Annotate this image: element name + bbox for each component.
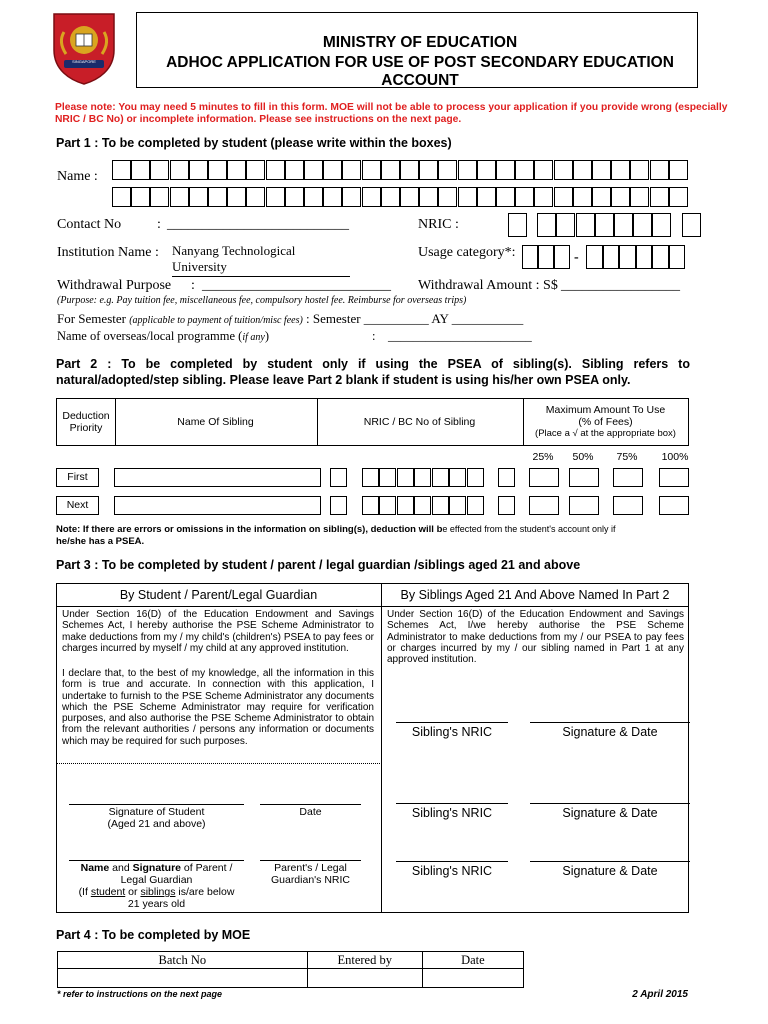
sibling-nric-char-box[interactable] bbox=[362, 468, 379, 487]
sibling-nric-char-box[interactable] bbox=[498, 496, 515, 515]
col-name-of-sibling: Name Of Sibling bbox=[177, 416, 254, 428]
name-char-box[interactable] bbox=[285, 187, 304, 207]
moe-entered-cell[interactable] bbox=[307, 969, 422, 988]
name-char-box[interactable] bbox=[400, 160, 419, 180]
parent-label-if: (If bbox=[78, 886, 91, 898]
name-char-box[interactable] bbox=[554, 187, 573, 207]
name-char-box[interactable] bbox=[534, 160, 553, 180]
page-title-form: ADHOC APPLICATION FOR USE OF POST SECONDARY EDUCATION ACCOUNT bbox=[166, 54, 674, 89]
name-char-box[interactable] bbox=[592, 160, 611, 180]
sibling-nric-char-box[interactable] bbox=[432, 496, 449, 515]
nric-char-box[interactable] bbox=[595, 213, 614, 237]
name-char-box[interactable] bbox=[227, 160, 246, 180]
usage-char-box[interactable] bbox=[538, 245, 554, 269]
name-char-box[interactable] bbox=[285, 160, 304, 180]
sibling-nric-char-box[interactable] bbox=[397, 496, 414, 515]
name-label: Name : bbox=[57, 169, 98, 184]
col-deduction-priority: Deduction Priority bbox=[62, 410, 110, 434]
sibling-nric-char-box[interactable] bbox=[467, 468, 484, 487]
name-char-box[interactable] bbox=[669, 187, 688, 207]
sibling-nric-char-box[interactable] bbox=[397, 468, 414, 487]
right-header: By Siblings Aged 21 And Above Named In Part 2 bbox=[400, 588, 670, 602]
sibling2-nric-label: Sibling's NRIC bbox=[411, 806, 493, 820]
name-char-box[interactable] bbox=[323, 160, 342, 180]
semester-field[interactable]: : Semester __________ AY ___________ bbox=[306, 311, 524, 326]
withdrawal-amount-label: Withdrawal Amount : S$ bbox=[418, 278, 558, 293]
usage-char-box[interactable] bbox=[636, 245, 653, 269]
usage-char-box[interactable] bbox=[554, 245, 570, 269]
sibling1-nric-line[interactable] bbox=[396, 722, 508, 723]
col-nric-of-sibling: NRIC / BC No of Sibling bbox=[363, 416, 476, 428]
sibling1-nric-label: Sibling's NRIC bbox=[411, 725, 493, 739]
pct-checkbox[interactable] bbox=[659, 496, 689, 515]
moe-batch-cell[interactable] bbox=[58, 969, 308, 988]
usage-char-box[interactable] bbox=[586, 245, 603, 269]
sibling-nric-char-box[interactable] bbox=[330, 468, 347, 487]
sibling-nric-char-box[interactable] bbox=[467, 496, 484, 515]
name-char-box[interactable] bbox=[419, 187, 438, 207]
name-char-box[interactable] bbox=[246, 160, 265, 180]
student-signature-label bbox=[69, 806, 244, 830]
usage-category-label: Usage category*: bbox=[418, 245, 516, 260]
name-char-box[interactable] bbox=[381, 160, 400, 180]
name-char-box[interactable] bbox=[477, 160, 496, 180]
pct-25: 25% bbox=[532, 451, 554, 463]
usage-char-box[interactable] bbox=[603, 245, 620, 269]
sibling3-signature-label: Signature & Date bbox=[562, 864, 658, 878]
name-char-box[interactable] bbox=[208, 187, 227, 207]
parent-label-below: is/are below bbox=[175, 886, 235, 898]
pct-100: 100% bbox=[661, 451, 689, 463]
sibling-nric-char-box[interactable] bbox=[379, 496, 396, 515]
name-char-box[interactable] bbox=[362, 187, 381, 207]
nric-char-box[interactable] bbox=[556, 213, 575, 237]
name-char-box[interactable] bbox=[246, 187, 265, 207]
programme-hint: if any bbox=[242, 332, 265, 343]
name-char-box[interactable] bbox=[419, 160, 438, 180]
parent-label-siblings: siblings bbox=[140, 886, 176, 898]
parent-label-of: of Parent / bbox=[181, 862, 233, 874]
part3-title: Part 3 : To be completed by student / parent / legal guardian /siblings aged 21 and above bbox=[56, 558, 581, 572]
pct-checkbox[interactable] bbox=[529, 496, 559, 515]
name-char-box[interactable] bbox=[515, 187, 534, 207]
name-char-box[interactable] bbox=[170, 187, 189, 207]
parent-label-guardian: Legal Guardian bbox=[120, 874, 193, 886]
page-title-ministry: MINISTRY OF EDUCATION bbox=[322, 34, 518, 51]
left-authorisation-text: Under Section 16(D) of the Education Endowment and Savings Schemes Act, I hereby authorise the PSE Scheme Administrator to make deductions from my / my child's (children's) PSEA to pay fees or charges incurred by myself / my child at any approved institution. bbox=[62, 609, 374, 654]
part2-title: Part 2 : To be completed by student only if using the PSEA of sibling(s). Sibling refers to natural/adopted/step sibling. Please leave Part 2 blank if student is using his/her own PSEA only. bbox=[56, 357, 690, 387]
name-char-box[interactable] bbox=[208, 160, 227, 180]
sibling3-signature-line[interactable] bbox=[530, 861, 690, 862]
nric-label: NRIC : bbox=[418, 217, 459, 232]
sibling-nric-char-box[interactable] bbox=[449, 468, 466, 487]
sibling-nric-char-box[interactable] bbox=[449, 496, 466, 515]
sibling2-signature-label: Signature & Date bbox=[562, 806, 658, 820]
col-max-amount-pct: (% of Fees) bbox=[578, 416, 633, 428]
name-char-box[interactable] bbox=[112, 160, 131, 180]
part2-note-line2: he/she has a PSEA. bbox=[56, 535, 145, 547]
name-char-box[interactable] bbox=[477, 187, 496, 207]
name-char-box[interactable] bbox=[150, 160, 169, 180]
withdrawal-purpose-colon: : bbox=[191, 278, 195, 293]
student-signature-label-1: Signature of Student bbox=[108, 806, 205, 818]
left-header: By Student / Parent/Legal Guardian bbox=[119, 588, 318, 602]
student-signature-line[interactable] bbox=[69, 804, 244, 805]
left-dotted-separator bbox=[57, 763, 380, 764]
name-char-box[interactable] bbox=[515, 160, 534, 180]
usage-char-box[interactable] bbox=[619, 245, 636, 269]
student-date-label: Date bbox=[299, 806, 322, 818]
moe-table bbox=[57, 951, 524, 988]
pct-checkbox[interactable] bbox=[529, 468, 559, 487]
programme-row bbox=[57, 329, 269, 344]
name-char-box[interactable] bbox=[611, 187, 630, 207]
moe-col-date: Date bbox=[422, 952, 523, 969]
sibling2-nric-line[interactable] bbox=[396, 803, 508, 804]
parent-label-and: and bbox=[109, 862, 133, 874]
name-char-box[interactable] bbox=[342, 160, 361, 180]
contact-colon: : bbox=[157, 217, 161, 232]
part1-title: Part 1 : To be completed by student (please write within the boxes) bbox=[56, 136, 452, 150]
name-char-box[interactable] bbox=[438, 187, 457, 207]
parent-nric-line[interactable] bbox=[260, 860, 361, 861]
sibling2-signature-line[interactable] bbox=[530, 803, 690, 804]
pct-checkbox[interactable] bbox=[613, 468, 643, 487]
name-char-box[interactable] bbox=[112, 187, 131, 207]
sibling-nric-char-box[interactable] bbox=[432, 468, 449, 487]
name-char-box[interactable] bbox=[304, 160, 323, 180]
name-char-box[interactable] bbox=[362, 160, 381, 180]
part2-note bbox=[56, 524, 696, 547]
name-char-box[interactable] bbox=[266, 160, 285, 180]
usage-char-box[interactable] bbox=[669, 245, 686, 269]
parent-nric-label-2: Guardian's NRIC bbox=[270, 874, 351, 886]
parent-label-or: or bbox=[125, 886, 141, 898]
nric-char-box[interactable] bbox=[682, 213, 701, 237]
name-char-box[interactable] bbox=[170, 160, 189, 180]
moe-col-entered: Entered by bbox=[307, 952, 422, 969]
sibling-nric-char-box[interactable] bbox=[362, 496, 379, 515]
footer-instructions: * refer to instructions on the next page bbox=[57, 989, 223, 999]
name-char-box[interactable] bbox=[573, 160, 592, 180]
sibling3-nric-line[interactable] bbox=[396, 861, 508, 862]
name-char-box[interactable] bbox=[534, 187, 553, 207]
semester-label: For Semester bbox=[57, 311, 126, 326]
pct-checkbox[interactable] bbox=[569, 496, 599, 515]
parent-signature-label bbox=[69, 862, 244, 910]
name-char-box[interactable] bbox=[304, 187, 323, 207]
name-char-box[interactable] bbox=[131, 160, 150, 180]
programme-colon: : bbox=[372, 329, 376, 343]
name-char-box[interactable] bbox=[189, 160, 208, 180]
sibling1-signature-label: Signature & Date bbox=[562, 725, 658, 739]
name-char-box[interactable] bbox=[573, 187, 592, 207]
parent-signature-line[interactable] bbox=[69, 860, 244, 861]
col-max-amount: Maximum Amount To Use bbox=[545, 404, 666, 416]
row-next-label: Next bbox=[66, 499, 89, 511]
name-char-box[interactable] bbox=[496, 160, 515, 180]
name-char-box[interactable] bbox=[266, 187, 285, 207]
footer-date: 2 April 2015 bbox=[632, 989, 688, 1000]
parent-label-student: student bbox=[90, 886, 126, 898]
usage-char-box[interactable] bbox=[522, 245, 538, 269]
name-char-box[interactable] bbox=[669, 160, 688, 180]
name-char-box[interactable] bbox=[381, 187, 400, 207]
nric-char-box[interactable] bbox=[614, 213, 633, 237]
pct-50: 50% bbox=[572, 451, 594, 463]
part2-note-rest: e effected from the student's account only if bbox=[442, 524, 616, 534]
crest-text: SINGAPORE bbox=[72, 59, 96, 64]
name-char-box[interactable] bbox=[400, 187, 419, 207]
parent-nric-label bbox=[255, 862, 366, 886]
name-char-box[interactable] bbox=[496, 187, 515, 207]
part4-title: Part 4 : To be completed by MOE bbox=[56, 928, 251, 942]
withdrawal-purpose-field[interactable]: ___________________________ bbox=[202, 278, 391, 293]
pct-checkbox[interactable] bbox=[659, 468, 689, 487]
nric-char-box[interactable] bbox=[508, 213, 527, 237]
withdrawal-purpose-label: Withdrawal Purpose bbox=[57, 278, 172, 293]
instruction-note: Please note: You may need 5 minutes to fill in this form. MOE will not be able to process your application if you provide wrong (especially NRIC / BC No) or incomplete information. Please see instructions on the next page. bbox=[55, 102, 728, 125]
institution-label: Institution Name : bbox=[57, 245, 159, 260]
name-char-box[interactable] bbox=[227, 187, 246, 207]
pct-checkbox[interactable] bbox=[569, 468, 599, 487]
contact-field[interactable]: __________________________ bbox=[167, 217, 349, 232]
nric-char-box[interactable] bbox=[537, 213, 556, 237]
usage-dash: - bbox=[574, 250, 579, 265]
pct-checkbox[interactable] bbox=[613, 496, 643, 515]
sibling-nric-char-box[interactable] bbox=[414, 468, 431, 487]
parent-label-name: Name bbox=[80, 862, 110, 874]
name-char-box[interactable] bbox=[630, 187, 649, 207]
student-signature-label-2: (Aged 21 and above) bbox=[107, 818, 206, 830]
right-authorisation-text: Under Section 16(D) of the Education Endowment and Savings Schemes Act, I/we hereby authorise the PSE Scheme Administrator to make deductions from my / our PSEA to pay fees or charges incurred by my / our sibling named in Part 1 at any approved institution. bbox=[387, 609, 684, 666]
student-date-line[interactable] bbox=[260, 804, 361, 805]
programme-close: ) bbox=[264, 329, 270, 343]
sibling-nric-char-box[interactable] bbox=[498, 468, 515, 487]
name-char-box[interactable] bbox=[458, 187, 477, 207]
programme-field[interactable]: _______________________ bbox=[388, 329, 532, 343]
name-char-box[interactable] bbox=[438, 160, 457, 180]
semester-row bbox=[57, 311, 523, 327]
first-sibling-name-box[interactable] bbox=[114, 468, 321, 487]
contact-label: Contact No bbox=[57, 217, 122, 232]
moe-date-cell[interactable] bbox=[422, 969, 523, 988]
semester-hint: (applicable to payment of tuition/misc fees) bbox=[129, 315, 303, 326]
usage-char-box[interactable] bbox=[652, 245, 669, 269]
sibling-nric-char-box[interactable] bbox=[414, 496, 431, 515]
name-char-box[interactable] bbox=[189, 187, 208, 207]
name-char-box[interactable] bbox=[131, 187, 150, 207]
purpose-hint: (Purpose: e.g. Pay tuition fee, miscellaneous fee, compulsory hostel fee. Reimburse for overseas trips) bbox=[57, 295, 467, 306]
name-char-box[interactable] bbox=[611, 160, 630, 180]
withdrawal-amount-field[interactable]: _________________ bbox=[561, 278, 680, 293]
nric-char-box[interactable] bbox=[576, 213, 595, 237]
parent-nric-label-1: Parent's / Legal bbox=[274, 862, 347, 874]
next-sibling-name-box[interactable] bbox=[114, 496, 321, 515]
moe-crest-logo bbox=[50, 10, 118, 86]
nric-char-box[interactable] bbox=[633, 213, 652, 237]
parent-label-signature: Signature bbox=[132, 862, 182, 874]
sibling-nric-char-box[interactable] bbox=[330, 496, 347, 515]
part2-note-bold: Note: If there are errors or omissions in the information on sibling(s), deduction will b bbox=[56, 524, 443, 535]
pct-75: 75% bbox=[616, 451, 638, 463]
name-char-box[interactable] bbox=[592, 187, 611, 207]
programme-label: Name of overseas/local programme ( bbox=[57, 329, 243, 343]
nric-char-box[interactable] bbox=[652, 213, 671, 237]
name-char-box[interactable] bbox=[630, 160, 649, 180]
name-char-box[interactable] bbox=[650, 187, 669, 207]
sibling3-nric-label: Sibling's NRIC bbox=[411, 864, 493, 878]
name-char-box[interactable] bbox=[150, 187, 169, 207]
name-char-box[interactable] bbox=[650, 160, 669, 180]
name-char-box[interactable] bbox=[458, 160, 477, 180]
institution-value[interactable]: Nanyang Technological University bbox=[172, 243, 350, 277]
moe-col-batch: Batch No bbox=[58, 952, 308, 969]
sibling-nric-char-box[interactable] bbox=[379, 468, 396, 487]
parent-label-age: 21 years old bbox=[127, 898, 186, 910]
col-max-amount-hint: (Place a √ at the appropriate box) bbox=[535, 428, 676, 439]
name-char-box[interactable] bbox=[554, 160, 573, 180]
name-char-box[interactable] bbox=[323, 187, 342, 207]
name-char-box[interactable] bbox=[342, 187, 361, 207]
row-first-label: First bbox=[67, 471, 88, 483]
sibling1-signature-line[interactable] bbox=[530, 722, 690, 723]
left-declaration-text: I declare that, to the best of my knowledge, all the information in this form is true and accurate. In connection with this application, I undertake to furnish to the PSE Scheme Administrator any documents which the PSE Scheme Administrator may require for verification purposes, and also authorise the PSE Scheme Administrator to obtain from the relevant authorities / persons any information or documents which may be required for such purposes. bbox=[62, 668, 374, 747]
